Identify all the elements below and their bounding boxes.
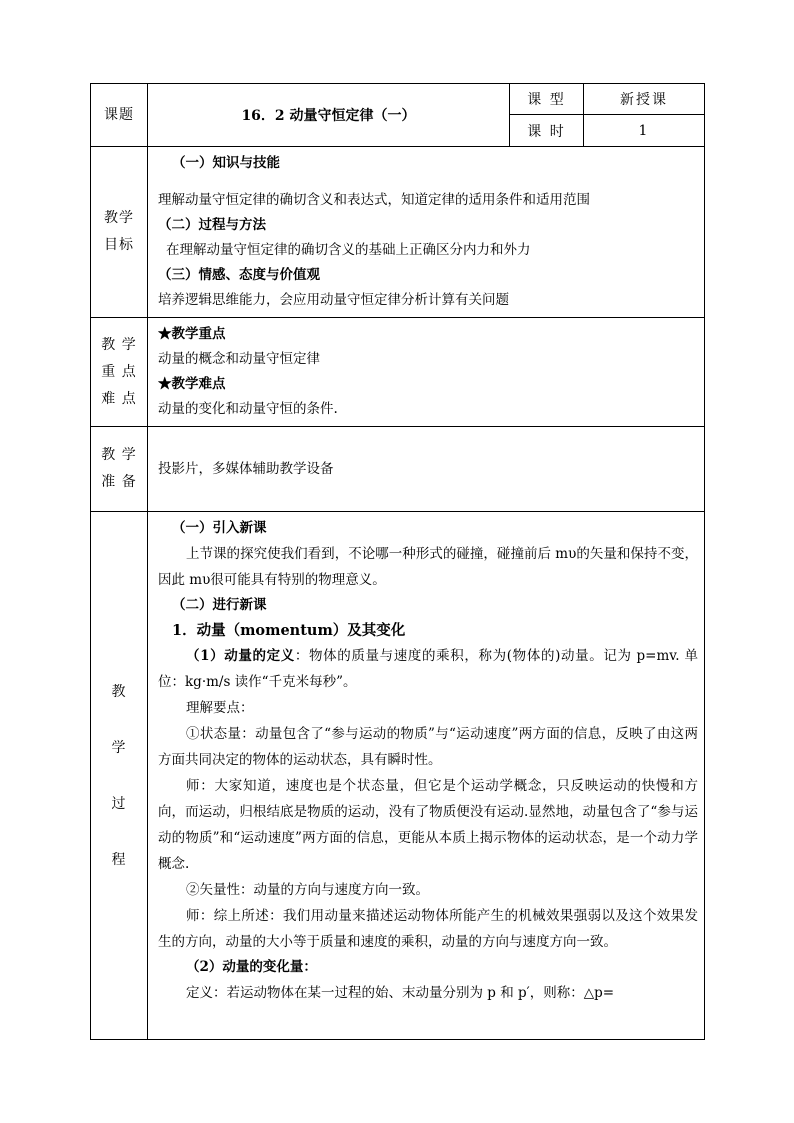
process-label: 教 学 过 程	[91, 512, 148, 1040]
section-new-lesson-heading: （二）进行新课	[172, 597, 267, 613]
momentum-change-heading: （2）动量的变化量：	[186, 959, 317, 975]
momentum-change-definition: 定义：若运动物体在某一过程的始、末动量分别为 p 和 p′，则称：△p=	[186, 985, 615, 1001]
definition-text: ：物体的质量与速度的乘积，称为(物体的)动量。记为 p=mv. 单位：kg·m/s 读作“千克米每秒”。	[158, 648, 698, 690]
objective-text-knowledge: 理解动量守恒定律的确切含义和表达式，知道定律的适用条件和适用范围	[158, 192, 590, 208]
keypoints-content	[148, 318, 705, 427]
objective-heading-values: （三）情感、态度与价值观	[158, 267, 320, 283]
lesson-title: 16．2 动量守恒定律（一）	[148, 84, 510, 147]
objectives-label: 教学 目标	[91, 147, 148, 318]
type-label: 课 型	[510, 84, 584, 115]
teacher-note-1: 师：大家知道，速度也是个状态量，但它是个运动学概念，只反映运动的快慢和方向，而运动，归根结底是物质的运动，没有了物质便没有运动.显然地，动量包含了“参与运动的物质”和“运动速度”两方面的信息，更能从本质上揭示物体的运动状态，是一个动力学概念.	[158, 778, 698, 872]
key-points-intro: 理解要点：	[186, 700, 254, 716]
keypoint-heading-focus: ★教学重点	[158, 326, 226, 342]
prep-text: 投影片，多媒体辅助教学设备	[158, 460, 334, 477]
momentum-definition	[158, 643, 698, 695]
vector-point: ②矢量性：动量的方向与速度方向一致。	[186, 882, 429, 898]
keypoint-text-difficulty: 动量的变化和动量守恒的条件.	[158, 401, 338, 417]
prep-label: 教 学 准 备	[91, 427, 148, 512]
keypoint-text-focus: 动量的概念和动量守恒定律	[158, 351, 320, 367]
keypoint-heading-difficulty: ★教学难点	[158, 376, 226, 392]
teacher-summary: 师：综上所述：我们用动量来描述运动物体所能产生的机械效果强弱以及这个效果发生的方向，动量的大小等于质量和速度的乘积，动量的方向与速度方向一致。	[158, 908, 698, 950]
objective-text-process: 在理解动量守恒定律的确切含义的基础上正确区分内力和外力	[166, 242, 531, 258]
state-quantity-point: ①状态量：动量包含了“参与运动的物质”与“运动速度”两方面的信息，反映了由这两方面共同决定的物体的运动状态，具有瞬时性。	[158, 726, 698, 768]
objective-heading-process: （二）过程与方法	[158, 217, 266, 233]
section-intro-heading: （一）引入新课	[172, 520, 267, 536]
process-content	[148, 512, 705, 1040]
momentum-heading: 1．动量（momentum）及其变化	[172, 622, 406, 639]
hours-label: 课 时	[510, 115, 584, 147]
type-value: 新授课	[584, 84, 705, 115]
objective-text-values: 培养逻辑思维能力，会应用动量守恒定律分析计算有关问题	[158, 292, 509, 308]
intro-paragraph: 上节课的探究使我们看到，不论哪一种形式的碰撞，碰撞前后 mυ的矢量和保持不变，因此 mυ很可能具有特别的物理意义。	[158, 546, 698, 588]
topic-label: 课题	[91, 84, 148, 147]
hours-value: 1	[584, 115, 705, 147]
lesson-plan-table	[90, 83, 705, 1040]
definition-label: （1）动量的定义	[186, 648, 295, 664]
prep-content	[148, 427, 705, 512]
lesson-plan-sheet	[90, 83, 705, 1040]
objective-heading-knowledge: （一）知识与技能	[172, 155, 280, 171]
objectives-content	[148, 147, 705, 318]
keypoints-label: 教 学 重 点 难 点	[91, 318, 148, 427]
